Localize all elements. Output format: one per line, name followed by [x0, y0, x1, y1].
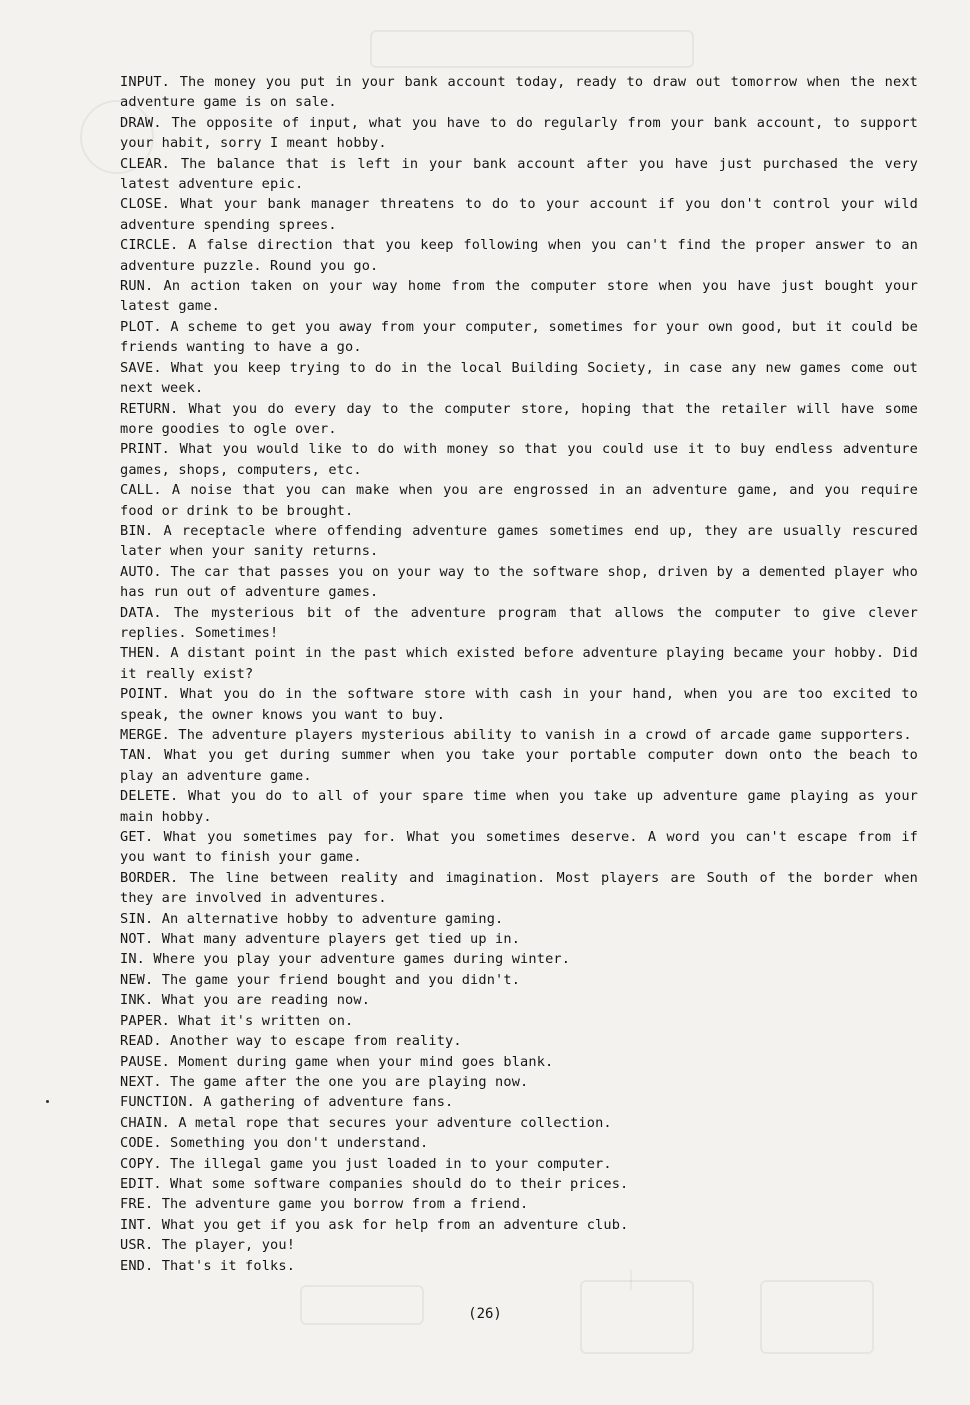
- glossary-term: PRINT.: [120, 441, 171, 458]
- glossary-definition: What it's written on.: [178, 1012, 354, 1029]
- glossary-term: INPUT.: [120, 74, 171, 90]
- glossary-term: BORDER.: [120, 869, 179, 886]
- glossary-definition: The illegal game you just loaded in to your computer.: [170, 1155, 612, 1172]
- glossary-entry: [120, 480, 918, 521]
- page-speck: [46, 1100, 49, 1103]
- glossary-term: MERGE.: [120, 727, 171, 743]
- glossary-entry: [120, 1215, 918, 1235]
- glossary-definition: What you keep trying to do in the local Building Society, in case any new games come out next week.: [120, 359, 918, 397]
- glossary-definition: What you get if you ask for help from an adventure club.: [161, 1216, 629, 1233]
- glossary-definition: What you would like to do with money so that you could use it to buy endless adventure games, shops, computers, etc.: [120, 441, 918, 478]
- glossary-entry: [120, 194, 918, 235]
- glossary-entry: [120, 643, 918, 684]
- glossary-text: [120, 72, 918, 1276]
- glossary-definition: What you sometimes pay for. What you sometimes deserve. A word you can't escape from if you want to finish your game.: [120, 829, 918, 866]
- glossary-entry: [120, 439, 918, 480]
- glossary-definition: An alternative hobby to adventure gaming.: [161, 910, 504, 927]
- glossary-definition: A metal rope that secures your adventure collection.: [178, 1114, 612, 1131]
- glossary-definition: The line between reality and imagination. Most players are South of the border when they are involved in adventures.: [120, 869, 918, 907]
- glossary-definition: What some software companies should do to their prices.: [170, 1175, 629, 1192]
- glossary-entry: [120, 725, 918, 745]
- glossary-entry: [120, 1174, 918, 1194]
- glossary-entry: [120, 317, 918, 358]
- glossary-term: PAPER.: [120, 1012, 171, 1029]
- glossary-definition: What you do to all of your spare time when you take up adventure game playing as your main hobby.: [120, 788, 918, 825]
- glossary-term: FUNCTION.: [120, 1094, 196, 1111]
- glossary-definition: Where you play your adventure games during winter.: [153, 951, 571, 968]
- glossary-definition: The mysterious bit of the adventure program that allows the computer to give clever replies. Sometimes!: [120, 604, 918, 641]
- glossary-entry: [120, 235, 918, 276]
- glossary-definition: The player, you!: [161, 1237, 296, 1254]
- glossary-entry: [120, 970, 918, 990]
- glossary-term: GET.: [120, 829, 154, 846]
- glossary-entry: [120, 1072, 918, 1092]
- glossary-entry: [120, 1194, 918, 1214]
- glossary-term: END.: [120, 1257, 154, 1274]
- glossary-definition: A distant point in the past which existed before adventure playing became your hobby. Did it really exist?: [120, 645, 918, 682]
- glossary-term: NOT.: [120, 931, 154, 948]
- glossary-entry: [120, 684, 918, 725]
- glossary-entry: [120, 868, 918, 909]
- glossary-definition: The adventure players mysterious ability to vanish in a crowd of arcade game supporters.: [178, 727, 912, 743]
- glossary-definition: What you do every day to the computer store, hoping that the retailer will have some more goodies to ogle over.: [120, 400, 918, 437]
- glossary-term: EDIT.: [120, 1175, 162, 1192]
- glossary-entry: [120, 1113, 918, 1133]
- glossary-entry: [120, 113, 918, 154]
- glossary-definition: Something you don't understand.: [170, 1135, 429, 1152]
- glossary-entry: [120, 1133, 918, 1153]
- glossary-entry: [120, 786, 918, 827]
- glossary-definition: The adventure game you borrow from a friend.: [161, 1196, 529, 1213]
- glossary-definition: The car that passes you on your way to the software shop, driven by a demented player who has run out of adventure games.: [120, 563, 918, 601]
- glossary-definition: Moment during game when your mind goes blank.: [178, 1053, 554, 1070]
- glossary-term: SAVE.: [120, 359, 162, 376]
- glossary-entry: [120, 1154, 918, 1174]
- glossary-definition: That's it folks.: [161, 1257, 296, 1274]
- glossary-definition: The balance that is left in your bank account after you have just purchased the very latest adventure epic.: [120, 155, 918, 193]
- glossary-definition: What you do in the software store with cash in your hand, when you are too excited to speak, the owner knows you want to buy.: [120, 686, 918, 723]
- glossary-definition: A gathering of adventure fans.: [203, 1094, 454, 1111]
- glossary-term: CLEAR.: [120, 155, 171, 172]
- bleed-through-box: [370, 30, 694, 68]
- glossary-term: PAUSE.: [120, 1053, 171, 1070]
- glossary-term: READ.: [120, 1033, 162, 1050]
- glossary-term: USR.: [120, 1237, 154, 1254]
- glossary-entry: [120, 1052, 918, 1072]
- glossary-term: RUN.: [120, 278, 154, 295]
- glossary-term: DRAW.: [120, 114, 162, 131]
- glossary-entry: [120, 358, 918, 399]
- glossary-term: POINT.: [120, 686, 171, 703]
- glossary-term: CALL.: [120, 482, 162, 499]
- glossary-definition: What your bank manager threatens to do to your account if you don't control your wild adventure spending sprees.: [120, 196, 918, 233]
- glossary-entry: [120, 1256, 918, 1276]
- glossary-entry: [120, 1011, 918, 1031]
- glossary-entry: [120, 745, 918, 786]
- glossary-entry: [120, 521, 918, 562]
- glossary-term: THEN.: [120, 645, 162, 662]
- glossary-term: NEXT.: [120, 1073, 162, 1090]
- glossary-term: NEW.: [120, 971, 154, 988]
- glossary-definition: An action taken on your way home from the computer store when you have just bought your latest game.: [120, 278, 918, 315]
- glossary-term: CLOSE.: [120, 196, 171, 213]
- glossary-entry: [120, 276, 918, 317]
- glossary-entry: [120, 562, 918, 603]
- page-number: (26): [468, 1306, 502, 1322]
- glossary-term: PLOT.: [120, 318, 162, 335]
- glossary-definition: The opposite of input, what you have to do regularly from your bank account, to support your habit, sorry I meant hobby.: [120, 114, 918, 152]
- glossary-term: RETURN.: [120, 400, 179, 417]
- glossary-term: CIRCLE.: [120, 237, 179, 254]
- glossary-entry: [120, 949, 918, 969]
- glossary-definition: A noise that you can make when you are engrossed in an adventure game, and you require food or drink to be brought.: [120, 482, 918, 519]
- glossary-term: CHAIN.: [120, 1114, 171, 1131]
- glossary-definition: A scheme to get you away from your computer, sometimes for your own good, but it could be friends wanting to have a go.: [120, 318, 918, 356]
- glossary-term: FRE.: [120, 1196, 154, 1213]
- glossary-entry: [120, 990, 918, 1010]
- glossary-definition: What you are reading now.: [161, 992, 371, 1009]
- glossary-term: IN.: [120, 951, 146, 968]
- glossary-term: TAN.: [120, 747, 154, 764]
- glossary-entry: [120, 1092, 918, 1112]
- glossary-entry: [120, 72, 918, 113]
- glossary-term: CODE.: [120, 1135, 162, 1152]
- glossary-term: INK.: [120, 992, 154, 1009]
- glossary-definition: What many adventure players get tied up in.: [161, 931, 521, 948]
- glossary-definition: Another way to escape from reality.: [170, 1033, 462, 1050]
- glossary-term: SIN.: [120, 910, 154, 927]
- glossary-definition: The game after the one you are playing now.: [170, 1073, 529, 1090]
- glossary-definition: The money you put in your bank account today, ready to draw out tomorrow when the next adventure game is on sale.: [120, 74, 918, 111]
- glossary-entry: [120, 1031, 918, 1051]
- glossary-entry: [120, 603, 918, 644]
- glossary-entry: [120, 154, 918, 195]
- glossary-entry: [120, 827, 918, 868]
- glossary-entry: [120, 909, 918, 929]
- glossary-term: AUTO.: [120, 563, 162, 580]
- glossary-definition: The game your friend bought and you didn't.: [161, 971, 521, 988]
- glossary-definition: A receptacle where offending adventure games sometimes end up, they are usually rescured later when your sanity returns.: [120, 522, 919, 560]
- glossary-term: INT.: [120, 1216, 154, 1233]
- glossary-entry: [120, 1235, 918, 1255]
- glossary-entry: [120, 929, 918, 949]
- glossary-term: BIN.: [120, 522, 154, 539]
- glossary-entry: [120, 399, 918, 440]
- glossary-term: DATA.: [120, 604, 162, 621]
- glossary-definition: What you get during summer when you take your portable computer down onto the beach to play an adventure game.: [120, 747, 918, 784]
- glossary-term: DELETE.: [120, 788, 179, 805]
- glossary-term: COPY.: [120, 1155, 162, 1172]
- glossary-definition: A false direction that you keep following when you can't find the proper answer to an adventure puzzle. Round you go.: [120, 237, 918, 274]
